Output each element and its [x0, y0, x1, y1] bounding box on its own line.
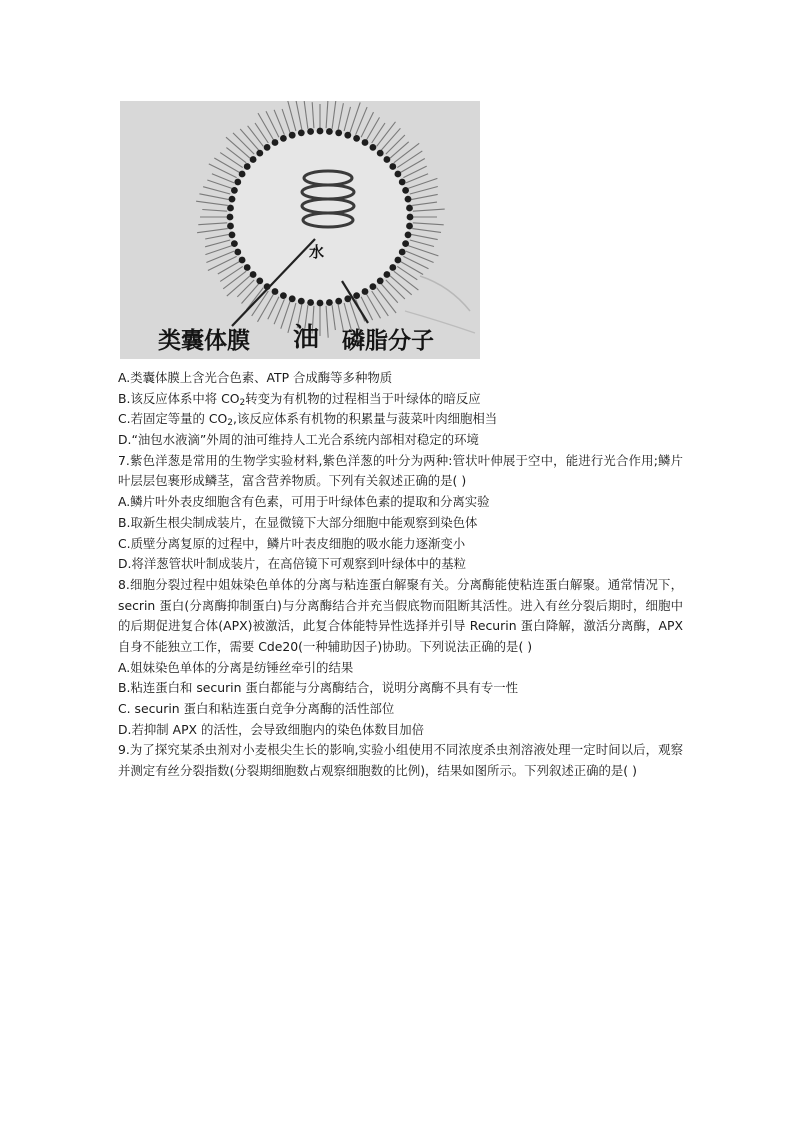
- co2-subscript: 2: [227, 418, 234, 429]
- q9-stem: 9.为了探究某杀虫剂对小麦根尖生长的影响,实验小组使用不同浓度杀虫剂溶液处理一定时间以后，观察并测定有丝分裂指数(分裂期细胞数占观察细胞数的比例)，结果如图所示。下列叙述正确的是( ): [118, 742, 683, 779]
- q6-option-c-text: C.若固定等量的 CO: [118, 411, 228, 427]
- lipid-head: [405, 232, 412, 239]
- q8-option-b: B.粘连蛋白和 securin 蛋白都能与分离酶结合，说明分离酶不具有专一性: [118, 680, 518, 696]
- lipid-head: [244, 264, 251, 271]
- lipid-head: [326, 128, 333, 135]
- q7-option-a: A.鳞片叶外表皮细胞含有色素，可用于叶绿体色素的提取和分离实验: [118, 494, 490, 510]
- lipid-head: [377, 278, 384, 285]
- lipid-head: [395, 171, 402, 178]
- lipid-head: [402, 240, 409, 247]
- lipid-head: [264, 144, 271, 151]
- lipid-head: [344, 132, 351, 139]
- lipid-head: [307, 299, 314, 306]
- lipid-head: [250, 156, 257, 163]
- lipid-head: [229, 196, 236, 203]
- lipid-head: [344, 295, 351, 302]
- co2-subscript: 2: [239, 397, 246, 408]
- q6-option-b: [118, 389, 683, 410]
- thylakoid-membrane-label: 类囊体膜: [158, 328, 250, 354]
- lipid-head: [384, 156, 391, 163]
- lipid-head: [239, 257, 246, 264]
- lipid-head: [250, 271, 257, 278]
- lipid-head: [370, 283, 377, 290]
- oil-label: 油: [293, 323, 320, 353]
- q8-stem: 8.细胞分裂过程中姐妹染色单体的分离与粘连蛋白解聚有关。分离酶能使粘连蛋白解聚。通常情况下，secrin 蛋白(分离酶抑制蛋白)与分离酶结合并充当假底物而阻断其活性。进入有丝分裂后期时，细胞中的后期促进复合体(APX)被激活，此复合体能特异性选择并引导 Recurin 蛋白降解，激活分离酶，APX 自身不能独立工作，需要 Cde20(一种辅助因子)协助。下列说法正确的是( ): [118, 576, 683, 655]
- lipid-head: [362, 288, 369, 295]
- q7-option-d: D.将洋葱管状叶制成装片，在高倍镜下可观察到叶绿体中的基粒: [118, 556, 467, 572]
- lipid-head: [317, 128, 324, 135]
- lipid-head: [326, 299, 333, 306]
- lipid-head: [335, 298, 342, 305]
- lipid-head: [231, 240, 238, 247]
- q7-option-b: B.取新生根尖制成装片，在显微镜下大部分细胞中能观察到染色体: [118, 514, 478, 530]
- lipid-head: [335, 130, 342, 137]
- lipid-head: [389, 264, 396, 271]
- exam-question-text: [118, 368, 683, 782]
- lipid-head: [406, 223, 413, 230]
- lipid-head: [389, 163, 396, 170]
- lipid-head: [353, 292, 360, 299]
- water-label: 水: [309, 243, 325, 261]
- lipid-head: [244, 163, 251, 170]
- lipid-head: [231, 187, 238, 194]
- lipid-head: [406, 205, 413, 212]
- q7-stem: 7.紫色洋葱是常用的生物学实验材料,紫色洋葱的叶分为两种:管状叶伸展于空中，能进行光合作用;鳞片叶层层包裹形成鳞茎，富含营养物质。下列有关叙述正确的是( ): [118, 452, 683, 489]
- lipid-head: [402, 187, 409, 194]
- lipid-head: [407, 214, 414, 221]
- q7-option-c: C.质壁分离复原的过程中，鳞片叶表皮细胞的吸水能力逐渐变小: [118, 535, 466, 551]
- lipid-head: [227, 214, 234, 221]
- lipid-head: [298, 130, 305, 137]
- lipid-head: [298, 298, 305, 305]
- lipid-head: [307, 128, 314, 135]
- q6-option-b-text: B.该反应体系中将 CO: [118, 390, 240, 406]
- lipid-head: [280, 135, 287, 142]
- lipid-head: [280, 292, 287, 299]
- q8-option-a: A.姐妹染色单体的分离是纺锤丝牵引的结果: [118, 659, 354, 675]
- lipid-head: [377, 150, 384, 157]
- lipid-head: [234, 179, 241, 186]
- q6-option-d: D.“油包水液滴”外周的油可维持人工光合系统内部相对稳定的环境: [118, 432, 479, 448]
- lipid-head: [229, 232, 236, 239]
- lipid-head: [362, 139, 369, 146]
- lipid-head: [399, 179, 406, 186]
- water-core: [230, 131, 410, 303]
- q6-option-c-rest: ,该反应体系有机物的积累量与菠菜叶肉细胞相当: [233, 411, 498, 427]
- q8-option-c: C. securin 蛋白和粘连蛋白竞争分离酶的活性部位: [118, 701, 395, 717]
- lipid-head: [227, 205, 234, 212]
- lipid-head: [234, 249, 241, 256]
- lipid-head: [289, 295, 296, 302]
- lipid-head: [272, 139, 279, 146]
- oil-in-water-droplet-diagram: [120, 101, 480, 359]
- lipid-head: [272, 288, 279, 295]
- phospholipid-label: 磷脂分子: [342, 328, 434, 354]
- lipid-head: [289, 132, 296, 139]
- lipid-head: [239, 171, 246, 178]
- lipid-head: [395, 257, 402, 264]
- lipid-head: [384, 271, 391, 278]
- q6-option-b-rest: 转变为有机物的过程相当于叶绿体的暗反应: [245, 390, 481, 406]
- lipid-head: [370, 144, 377, 151]
- lipid-head: [317, 300, 324, 307]
- lipid-head: [227, 223, 234, 230]
- lipid-head: [256, 150, 263, 157]
- lipid-head: [353, 135, 360, 142]
- lipid-head: [399, 249, 406, 256]
- lipid-head: [405, 196, 412, 203]
- q8-option-d: D.若抑制 APX 的活性，会导致细胞内的染色体数目加倍: [118, 721, 424, 737]
- lipid-head: [256, 278, 263, 285]
- q6-option-c: [118, 409, 683, 430]
- q6-option-a: A.类囊体膜上含光合色素、ATP 合成酶等多种物质: [118, 370, 393, 385]
